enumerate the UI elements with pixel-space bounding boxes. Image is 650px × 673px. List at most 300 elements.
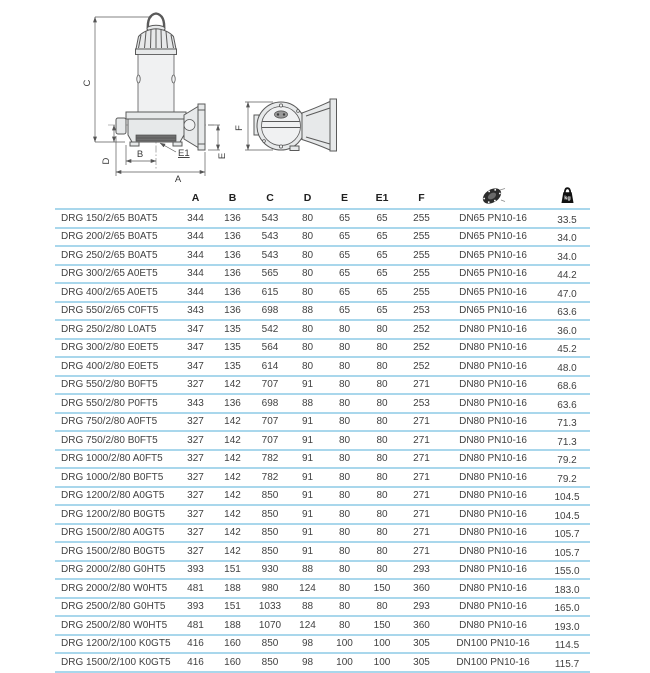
weight-cell: 155.0 [544, 561, 590, 580]
dim-a-cell: 327 [177, 524, 214, 543]
dim-a-cell: 344 [177, 246, 214, 265]
model-cell: DRG 250/2/80 L0AT5 [55, 320, 177, 339]
dim-f-cell: 253 [401, 302, 442, 321]
dim-a-cell: 327 [177, 413, 214, 432]
model-cell: DRG 2000/2/80 G0HT5 [55, 561, 177, 580]
model-cell: DRG 150/2/65 B0AT5 [55, 209, 177, 228]
table-row [55, 431, 590, 450]
dim-b-cell: 136 [214, 228, 251, 247]
table-row [55, 635, 590, 654]
dim-e1-cell: 100 [363, 635, 401, 654]
side-boss [116, 118, 126, 134]
dim-c-cell: 543 [251, 246, 289, 265]
col-header-flange [442, 182, 544, 209]
weight-cell: 104.5 [544, 505, 590, 524]
dim-f-cell: 255 [401, 209, 442, 228]
clamp-ring [136, 49, 177, 55]
dim-a-cell: 393 [177, 598, 214, 617]
dim-b-cell: 160 [214, 635, 251, 654]
table-row [55, 468, 590, 487]
model-cell: DRG 550/2/80 B0FT5 [55, 376, 177, 395]
model-cell: DRG 200/2/65 B0AT5 [55, 228, 177, 247]
weight-cell: 63.6 [544, 394, 590, 413]
foot-tab [290, 146, 299, 151]
weight-cell: 44.2 [544, 265, 590, 284]
dim-f-cell: 305 [401, 635, 442, 654]
model-cell: DRG 550/2/80 P0FT5 [55, 394, 177, 413]
flange-spec-cell: DN80 PN10-16 [442, 542, 544, 561]
dim-b-cell: 160 [214, 653, 251, 672]
dim-e-cell: 65 [326, 265, 363, 284]
dim-a-cell: 344 [177, 265, 214, 284]
dim-a-cell: 327 [177, 468, 214, 487]
dim-e1-cell: 80 [363, 450, 401, 469]
weight-cell: 34.0 [544, 228, 590, 247]
weight-cell: 105.7 [544, 524, 590, 543]
dim-a-cell: 327 [177, 376, 214, 395]
flange-spec-cell: DN80 PN10-16 [442, 357, 544, 376]
flange-spec-cell: DN65 PN10-16 [442, 283, 544, 302]
dim-d-cell: 80 [289, 357, 326, 376]
dim-e1-cell: 80 [363, 468, 401, 487]
weight-kg-icon [559, 186, 576, 204]
dim-e1-cell: 65 [363, 283, 401, 302]
dim-f-cell: 293 [401, 561, 442, 580]
dim-e-cell: 80 [326, 376, 363, 395]
dim-f-cell: 252 [401, 320, 442, 339]
table-row [55, 579, 590, 598]
flange-spec-cell: DN80 PN10-16 [442, 431, 544, 450]
dim-c-cell: 782 [251, 450, 289, 469]
dim-b-cell: 142 [214, 524, 251, 543]
dim-d-cell: 80 [289, 339, 326, 358]
flange-spec-cell: DN80 PN10-16 [442, 450, 544, 469]
col-header-e1: E1 [363, 182, 401, 209]
dim-d-cell: 80 [289, 209, 326, 228]
flange-spec-cell: DN65 PN10-16 [442, 209, 544, 228]
table-row [55, 542, 590, 561]
flange-spec-cell: DN80 PN10-16 [442, 468, 544, 487]
model-cell: DRG 1500/2/80 A0GT5 [55, 524, 177, 543]
model-cell: DRG 400/2/65 A0ET5 [55, 283, 177, 302]
weight-cell: 79.2 [544, 450, 590, 469]
weight-cell: 45.2 [544, 339, 590, 358]
dim-a-cell: 347 [177, 339, 214, 358]
dim-label-e1: E1 [178, 148, 190, 159]
dim-d-cell: 91 [289, 431, 326, 450]
weight-cell: 183.0 [544, 579, 590, 598]
dim-d-cell: 91 [289, 487, 326, 506]
col-header-d: D [289, 182, 326, 209]
spec-table [55, 182, 590, 673]
dim-c-cell: 850 [251, 653, 289, 672]
table-row [55, 228, 590, 247]
dim-f-cell: 271 [401, 505, 442, 524]
model-cell: DRG 550/2/65 C0FT5 [55, 302, 177, 321]
dim-e-cell: 65 [326, 302, 363, 321]
weight-cell: 115.7 [544, 653, 590, 672]
col-header-weight [544, 182, 590, 209]
dim-f-cell: 253 [401, 394, 442, 413]
dim-d-cell: 88 [289, 394, 326, 413]
spec-table-body [55, 209, 590, 672]
model-cell: DRG 300/2/80 E0ET5 [55, 339, 177, 358]
dim-e-cell: 80 [326, 579, 363, 598]
model-cell: DRG 300/2/65 A0ET5 [55, 265, 177, 284]
dim-c-cell: 564 [251, 339, 289, 358]
dim-d-cell: 88 [289, 598, 326, 617]
model-cell: DRG 750/2/80 B0FT5 [55, 431, 177, 450]
weight-cell: 71.3 [544, 431, 590, 450]
dim-b-cell: 142 [214, 505, 251, 524]
dim-f-cell: 271 [401, 431, 442, 450]
dim-e1-cell: 65 [363, 265, 401, 284]
flange-spec-cell: DN80 PN10-16 [442, 579, 544, 598]
table-header-row [55, 182, 590, 209]
dim-c-cell: 850 [251, 524, 289, 543]
dim-c-cell: 542 [251, 320, 289, 339]
dim-f-cell: 271 [401, 413, 442, 432]
dim-e-cell: 80 [326, 598, 363, 617]
flange-icon [480, 187, 506, 204]
dim-c-cell: 614 [251, 357, 289, 376]
weight-cell: 63.6 [544, 302, 590, 321]
table-row [55, 320, 590, 339]
dim-b-cell: 135 [214, 320, 251, 339]
dim-e-cell: 100 [326, 635, 363, 654]
dim-c-cell: 930 [251, 561, 289, 580]
motor-body [138, 55, 174, 113]
dim-e-cell: 80 [326, 339, 363, 358]
dim-c-cell: 707 [251, 376, 289, 395]
flange-spec-cell: DN80 PN10-16 [442, 487, 544, 506]
table-row [55, 487, 590, 506]
weight-cell: 34.0 [544, 246, 590, 265]
dim-label-b: B [136, 149, 144, 160]
dim-b-cell: 142 [214, 487, 251, 506]
dim-c-cell: 698 [251, 394, 289, 413]
dim-b-cell: 188 [214, 579, 251, 598]
dim-f-cell: 252 [401, 357, 442, 376]
dim-e-cell: 80 [326, 487, 363, 506]
dim-f-cell: 255 [401, 283, 442, 302]
dim-b-cell: 136 [214, 302, 251, 321]
dim-c-cell: 698 [251, 302, 289, 321]
dim-d-cell: 80 [289, 246, 326, 265]
flange-spec-cell: DN65 PN10-16 [442, 228, 544, 247]
dim-c-cell: 850 [251, 505, 289, 524]
dim-d-cell: 88 [289, 561, 326, 580]
flange-spec-cell: DN80 PN10-16 [442, 339, 544, 358]
dim-e-cell: 80 [326, 431, 363, 450]
dim-label-f: F [234, 125, 245, 131]
dim-f-cell: 255 [401, 265, 442, 284]
dim-e1-cell: 80 [363, 487, 401, 506]
dim-b-cell: 142 [214, 468, 251, 487]
dim-e-cell: 65 [326, 246, 363, 265]
flange-spec-cell: DN80 PN10-16 [442, 320, 544, 339]
dim-e-cell: 80 [326, 394, 363, 413]
dim-b-cell: 188 [214, 616, 251, 635]
table-row [55, 561, 590, 580]
dim-d-cell: 124 [289, 579, 326, 598]
dim-c-cell: 980 [251, 579, 289, 598]
dim-e1-cell: 80 [363, 413, 401, 432]
dim-label-a: A [174, 174, 182, 185]
dim-b-cell: 151 [214, 561, 251, 580]
dim-e1-cell: 80 [363, 394, 401, 413]
dim-d-cell: 88 [289, 302, 326, 321]
dim-f-cell: 271 [401, 542, 442, 561]
dim-c-cell: 1070 [251, 616, 289, 635]
table-row [55, 376, 590, 395]
flange-spec-cell: DN65 PN10-16 [442, 246, 544, 265]
dim-d-cell: 91 [289, 450, 326, 469]
table-row [55, 246, 590, 265]
dim-c-cell: 707 [251, 413, 289, 432]
dim-a-cell: 347 [177, 357, 214, 376]
flange-spec-cell: DN80 PN10-16 [442, 413, 544, 432]
dim-e1-cell: 80 [363, 505, 401, 524]
dim-f-cell: 360 [401, 616, 442, 635]
model-cell: DRG 400/2/80 E0ET5 [55, 357, 177, 376]
col-header-f: F [401, 182, 442, 209]
dim-e-cell: 80 [326, 320, 363, 339]
dim-e-cell: 65 [326, 228, 363, 247]
table-row [55, 413, 590, 432]
dim-d-cell: 91 [289, 376, 326, 395]
dim-a-cell: 343 [177, 394, 214, 413]
dim-e1-cell: 80 [363, 524, 401, 543]
dim-f-cell: 255 [401, 228, 442, 247]
model-cell: DRG 1200/2/80 A0GT5 [55, 487, 177, 506]
dim-b-cell: 135 [214, 357, 251, 376]
dim-c-cell: 543 [251, 228, 289, 247]
pump-side-view [82, 14, 228, 186]
dim-f-cell: 271 [401, 376, 442, 395]
dim-e-cell: 80 [326, 357, 363, 376]
dim-f-cell: 293 [401, 598, 442, 617]
weight-unit-label: kg [563, 195, 571, 202]
dim-label-e: E [217, 152, 228, 160]
shaft-detail [275, 111, 288, 118]
weight-cell: 48.0 [544, 357, 590, 376]
dim-a-cell: 344 [177, 209, 214, 228]
dim-b-cell: 135 [214, 339, 251, 358]
weight-cell: 114.5 [544, 635, 590, 654]
dim-b-cell: 136 [214, 246, 251, 265]
table-row [55, 283, 590, 302]
dim-c-cell: 1033 [251, 598, 289, 617]
dim-label-d: D [101, 157, 112, 165]
dim-a-cell: 481 [177, 579, 214, 598]
dim-c-cell: 850 [251, 635, 289, 654]
pump-front-view [234, 99, 337, 151]
model-cell: DRG 250/2/65 B0AT5 [55, 246, 177, 265]
table-row [55, 265, 590, 284]
col-header-a: A [177, 182, 214, 209]
dim-d-cell: 91 [289, 413, 326, 432]
dim-d-cell: 91 [289, 542, 326, 561]
flange-spec-cell: DN80 PN10-16 [442, 524, 544, 543]
dim-e-cell: 80 [326, 542, 363, 561]
dim-f-cell: 271 [401, 524, 442, 543]
dim-f-cell: 252 [401, 339, 442, 358]
dim-a-cell: 344 [177, 283, 214, 302]
dim-b-cell: 136 [214, 283, 251, 302]
dim-e1-cell: 80 [363, 357, 401, 376]
pump-dimension-drawing [78, 4, 363, 184]
dim-f-cell: 255 [401, 246, 442, 265]
dim-e1-cell: 80 [363, 561, 401, 580]
dim-e1-cell: 80 [363, 376, 401, 395]
dim-e-cell: 65 [326, 283, 363, 302]
dim-e-cell: 100 [326, 653, 363, 672]
flange-spec-cell: DN65 PN10-16 [442, 265, 544, 284]
dim-e1-cell: 80 [363, 320, 401, 339]
dim-b-cell: 151 [214, 598, 251, 617]
dim-e-cell: 80 [326, 505, 363, 524]
dim-d-cell: 80 [289, 283, 326, 302]
model-cell: DRG 2500/2/80 W0HT5 [55, 616, 177, 635]
col-header-c: C [251, 182, 289, 209]
dim-a-cell: 416 [177, 635, 214, 654]
table-row [55, 598, 590, 617]
table-row [55, 616, 590, 635]
dim-a-cell: 327 [177, 431, 214, 450]
dim-d-cell: 91 [289, 505, 326, 524]
dim-b-cell: 142 [214, 542, 251, 561]
col-header-b: B [214, 182, 251, 209]
dim-e1-cell: 80 [363, 598, 401, 617]
flange-spec-cell: DN80 PN10-16 [442, 394, 544, 413]
dim-e-cell: 80 [326, 524, 363, 543]
dim-c-cell: 615 [251, 283, 289, 302]
flange-spec-cell: DN100 PN10-16 [442, 635, 544, 654]
model-cell: DRG 750/2/80 A0FT5 [55, 413, 177, 432]
flange-spec-cell: DN80 PN10-16 [442, 505, 544, 524]
dim-c-cell: 565 [251, 265, 289, 284]
dim-d-cell: 91 [289, 524, 326, 543]
weight-cell: 105.7 [544, 542, 590, 561]
dim-e1-cell: 65 [363, 209, 401, 228]
dim-c-cell: 850 [251, 487, 289, 506]
table-row [55, 357, 590, 376]
weight-cell: 79.2 [544, 468, 590, 487]
dim-d-cell: 98 [289, 653, 326, 672]
model-cell: DRG 2000/2/80 W0HT5 [55, 579, 177, 598]
dim-e1-cell: 80 [363, 542, 401, 561]
model-cell: DRG 1200/2/80 B0GT5 [55, 505, 177, 524]
dim-a-cell: 327 [177, 487, 214, 506]
dim-e-cell: 80 [326, 561, 363, 580]
dim-d-cell: 124 [289, 616, 326, 635]
weight-cell: 68.6 [544, 376, 590, 395]
front-discharge-flange [330, 99, 337, 151]
flange-spec-cell: DN65 PN10-16 [442, 302, 544, 321]
table-row [55, 450, 590, 469]
table-row [55, 505, 590, 524]
model-cell: DRG 1500/2/80 B0GT5 [55, 542, 177, 561]
flange-spec-cell: DN80 PN10-16 [442, 598, 544, 617]
model-column-header [55, 182, 177, 209]
dim-a-cell: 344 [177, 228, 214, 247]
dim-e1-cell: 150 [363, 616, 401, 635]
weight-cell: 104.5 [544, 487, 590, 506]
dim-f-cell: 305 [401, 653, 442, 672]
dim-b-cell: 142 [214, 450, 251, 469]
dim-e-cell: 80 [326, 616, 363, 635]
flange-spec-cell: DN80 PN10-16 [442, 616, 544, 635]
flange-spec-cell: DN80 PN10-16 [442, 376, 544, 395]
weight-cell: 36.0 [544, 320, 590, 339]
dim-f-cell: 360 [401, 579, 442, 598]
dim-e1-cell: 80 [363, 431, 401, 450]
weight-cell: 193.0 [544, 616, 590, 635]
dim-f-cell: 271 [401, 450, 442, 469]
dim-b-cell: 142 [214, 413, 251, 432]
weight-cell: 71.3 [544, 413, 590, 432]
dim-b-cell: 136 [214, 209, 251, 228]
weight-cell: 47.0 [544, 283, 590, 302]
model-cell: DRG 1200/2/100 K0GT5 [55, 635, 177, 654]
volute-top-flange [126, 112, 186, 119]
dim-e1-cell: 65 [363, 302, 401, 321]
model-cell: DRG 2500/2/80 G0HT5 [55, 598, 177, 617]
dim-a-cell: 327 [177, 505, 214, 524]
dim-c-cell: 707 [251, 431, 289, 450]
dim-d-cell: 80 [289, 265, 326, 284]
dim-a-cell: 327 [177, 450, 214, 469]
dim-e-cell: 65 [326, 209, 363, 228]
model-cell: DRG 1000/2/80 B0FT5 [55, 468, 177, 487]
dim-d-cell: 80 [289, 228, 326, 247]
dim-e-cell: 80 [326, 413, 363, 432]
weight-cell: 33.5 [544, 209, 590, 228]
dim-a-cell: 343 [177, 302, 214, 321]
flange-spec-cell: DN80 PN10-16 [442, 561, 544, 580]
table-row [55, 302, 590, 321]
table-row [55, 339, 590, 358]
dim-b-cell: 136 [214, 265, 251, 284]
dim-b-cell: 142 [214, 376, 251, 395]
dim-e1-cell: 65 [363, 246, 401, 265]
dim-label-c: C [82, 79, 93, 87]
dim-d-cell: 91 [289, 468, 326, 487]
dim-b-cell: 136 [214, 394, 251, 413]
table-row [55, 653, 590, 672]
dim-c-cell: 850 [251, 542, 289, 561]
model-cell: DRG 1000/2/80 A0FT5 [55, 450, 177, 469]
flange-spec-cell: DN100 PN10-16 [442, 653, 544, 672]
table-row [55, 209, 590, 228]
dim-e-cell: 80 [326, 450, 363, 469]
table-row [55, 394, 590, 413]
dim-a-cell: 393 [177, 561, 214, 580]
dim-e-cell: 80 [326, 468, 363, 487]
dim-e1-cell: 80 [363, 339, 401, 358]
dim-a-cell: 347 [177, 320, 214, 339]
dim-b-cell: 142 [214, 431, 251, 450]
dim-d-cell: 98 [289, 635, 326, 654]
table-row [55, 524, 590, 543]
dim-f-cell: 271 [401, 487, 442, 506]
dim-c-cell: 782 [251, 468, 289, 487]
dim-e1-cell: 150 [363, 579, 401, 598]
dim-c-cell: 543 [251, 209, 289, 228]
dim-a-cell: 481 [177, 616, 214, 635]
weight-cell: 165.0 [544, 598, 590, 617]
